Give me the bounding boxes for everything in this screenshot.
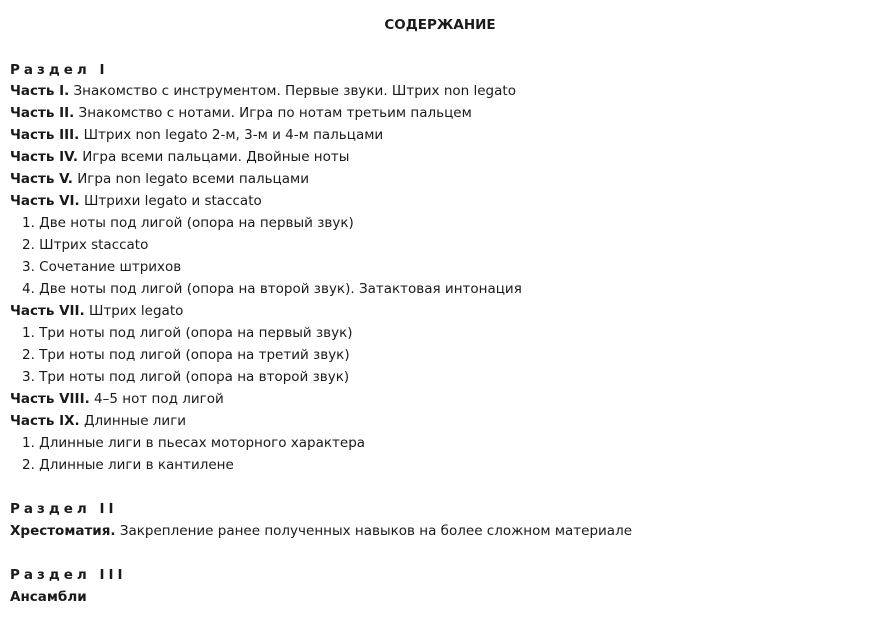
section-3-heading: Раздел III — [10, 567, 127, 583]
toc-entry-part-9 — [10, 411, 186, 431]
toc-subitem: 1. Длинные лиги в пьесах моторного характера — [22, 435, 366, 451]
toc-subitem: 4. Две ноты под лигой (опора на второй звук). Затактовая интонация — [22, 281, 522, 297]
part-title: Длинные лиги — [79, 413, 187, 429]
part-label: Часть VII. — [10, 303, 85, 319]
part-title: Знакомство с нотами. Игра по нотам третьим пальцем — [74, 105, 472, 121]
part-title: Игра всеми пальцами. Двойные ноты — [77, 149, 350, 165]
toc-subitem: 2. Длинные лиги в кантилене — [22, 457, 234, 473]
toc-entry-part-6 — [10, 191, 262, 211]
anthology-label: Хрестоматия. — [10, 523, 116, 539]
toc-subitem: 3. Сочетание штрихов — [22, 259, 182, 275]
toc-entry-part-3 — [10, 125, 383, 145]
part-label: Часть V. — [10, 171, 73, 187]
part-title: Штрихи legato и staccato — [79, 193, 262, 209]
anthology-title: Закрепление ранее полученных навыков на более сложном материале — [115, 523, 633, 539]
toc-subitem: 3. Три ноты под лигой (опора на второй звук) — [22, 369, 350, 385]
section-1-heading: Раздел I — [10, 62, 109, 78]
part-label: Часть III. — [10, 127, 80, 143]
toc-entry-part-2 — [10, 103, 472, 123]
toc-entry-part-1 — [10, 81, 516, 101]
part-label: Часть IV. — [10, 149, 78, 165]
toc-entry-part-4 — [10, 147, 349, 167]
part-title: Штрих non legato 2-м, 3-м и 4-м пальцами — [79, 127, 384, 143]
part-label: Часть II. — [10, 105, 75, 121]
toc-entry-part-7 — [10, 301, 183, 321]
toc-entry-ensembles: Ансамбли — [10, 589, 87, 605]
contents-title: СОДЕРЖАНИЕ — [384, 17, 496, 33]
toc-subitem: 2. Штрих staccato — [22, 237, 149, 253]
part-title: Знакомство с инструментом. Первые звуки. Штрих non legato — [69, 83, 516, 99]
section-2-heading: Раздел II — [10, 501, 118, 517]
part-label: Часть IX. — [10, 413, 80, 429]
part-title: Игра non legato всеми пальцами — [72, 171, 309, 187]
toc-subitem: 1. Три ноты под лигой (опора на первый звук) — [22, 325, 353, 341]
toc-subitem: 2. Три ноты под лигой (опора на третий звук) — [22, 347, 350, 363]
toc-entry-part-8 — [10, 389, 224, 409]
part-title: 4–5 нот под лигой — [89, 391, 224, 407]
part-label: Часть VI. — [10, 193, 80, 209]
toc-entry-anthology — [10, 521, 632, 541]
toc-subitem: 1. Две ноты под лигой (опора на первый звук) — [22, 215, 354, 231]
part-label: Часть I. — [10, 83, 70, 99]
part-label: Часть VIII. — [10, 391, 90, 407]
part-title: Штрих legato — [84, 303, 184, 319]
toc-entry-part-5 — [10, 169, 309, 189]
